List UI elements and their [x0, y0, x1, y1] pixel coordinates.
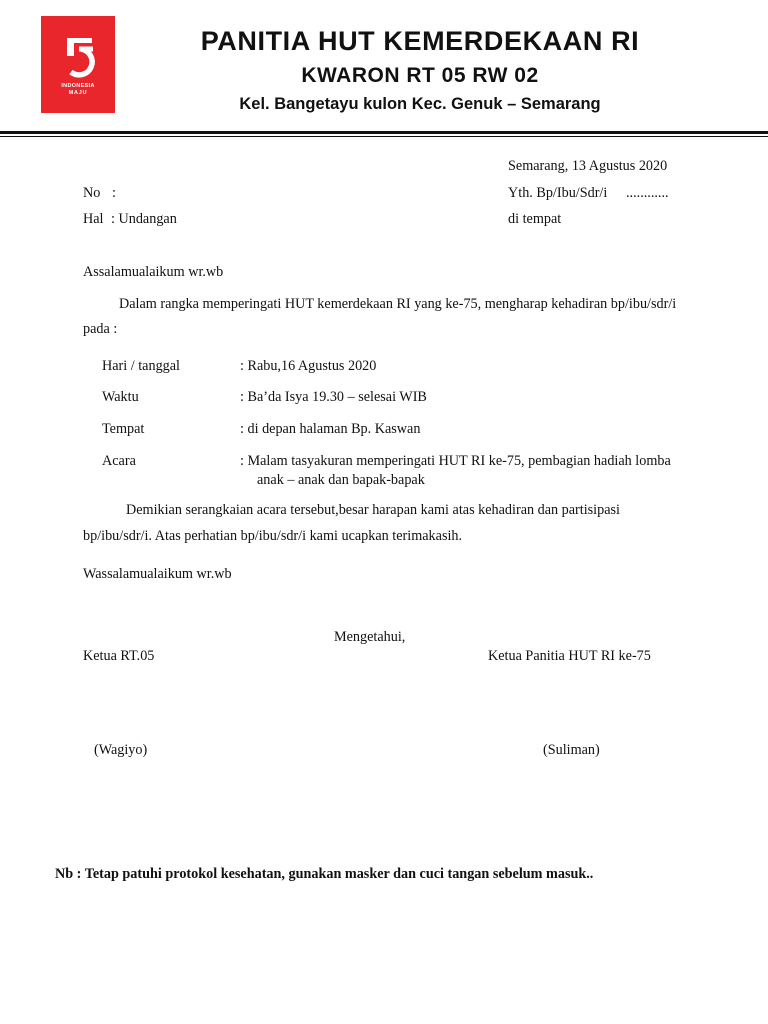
salam-penutup: Wassalamualaikum wr.wb [83, 566, 232, 582]
logo-text-maju: MAJU [68, 90, 88, 96]
hut-ri-75-logo [41, 16, 115, 113]
place-date: Semarang, 13 Agustus 2020 [508, 158, 668, 174]
letterhead-subtitle: KWARON RT 05 RW 02 [301, 64, 539, 87]
detail-label-date: Hari / tanggal [102, 358, 181, 374]
intro-line-1: Dalam rangka memperingati HUT kemerdekaan RI yang ke-75, mengharap kehadiran bp/ibu/sdr/i [119, 296, 677, 312]
letterhead-address: Kel. Bangetayu kulon Kec. Genuk – Semarang [239, 95, 601, 113]
logo-75-mark [41, 16, 115, 113]
intro-line-2: pada : [83, 321, 118, 337]
header-divider-thick [0, 131, 768, 134]
recipient-place: di tempat [508, 211, 562, 227]
greeting: Assalamualaikum wr.wb [83, 264, 224, 280]
detail-value-time: : Ba’da Isya 19.30 – selesai WIB [240, 389, 427, 405]
detail-label-time: Waktu [102, 389, 139, 405]
detail-label-event: Acara [102, 453, 136, 469]
logo-text-indonesia: INDONESIA [61, 83, 95, 89]
no-label: No [83, 185, 101, 201]
hal-label: Hal [83, 211, 104, 227]
detail-label-place: Tempat [102, 421, 145, 437]
detail-value-date: : Rabu,16 Agustus 2020 [240, 358, 377, 374]
detail-value-event: : Malam tasyakuran memperingati HUT RI ke-75, pembagian hadiah lomba [240, 453, 671, 469]
detail-value-place: : di depan halaman Bp. Kaswan [240, 421, 421, 437]
health-protocol-note: Nb : Tetap patuhi protokol kesehatan, gunakan masker dan cuci tangan sebelum masuk.. [55, 866, 594, 882]
signer-left-name: (Wagiyo) [94, 742, 148, 758]
recipient-line: Yth. Bp/Ibu/Sdr/i [508, 185, 608, 201]
letterhead-title: PANITIA HUT KEMERDEKAAN RI [200, 26, 640, 56]
mengetahui: Mengetahui, [334, 629, 406, 645]
no-colon: : [112, 185, 116, 201]
hal-value: : Undangan [111, 211, 177, 227]
closing-line-2: bp/ibu/sdr/i. Atas perhatian bp/ibu/sdr/i kami ucapkan terimakasih. [83, 528, 463, 544]
detail-value-event-cont: anak – anak dan bapak-bapak [257, 472, 425, 488]
signer-right-name: (Suliman) [543, 742, 600, 758]
header-divider-thin [0, 136, 768, 137]
closing-line-1: Demikian serangkaian acara tersebut,besar harapan kami atas kehadiran dan partisipasi [126, 502, 620, 518]
recipient-dots: ............ [626, 185, 669, 201]
signer-left-title: Ketua RT.05 [83, 648, 155, 664]
signer-right-title: Ketua Panitia HUT RI ke-75 [488, 648, 651, 664]
